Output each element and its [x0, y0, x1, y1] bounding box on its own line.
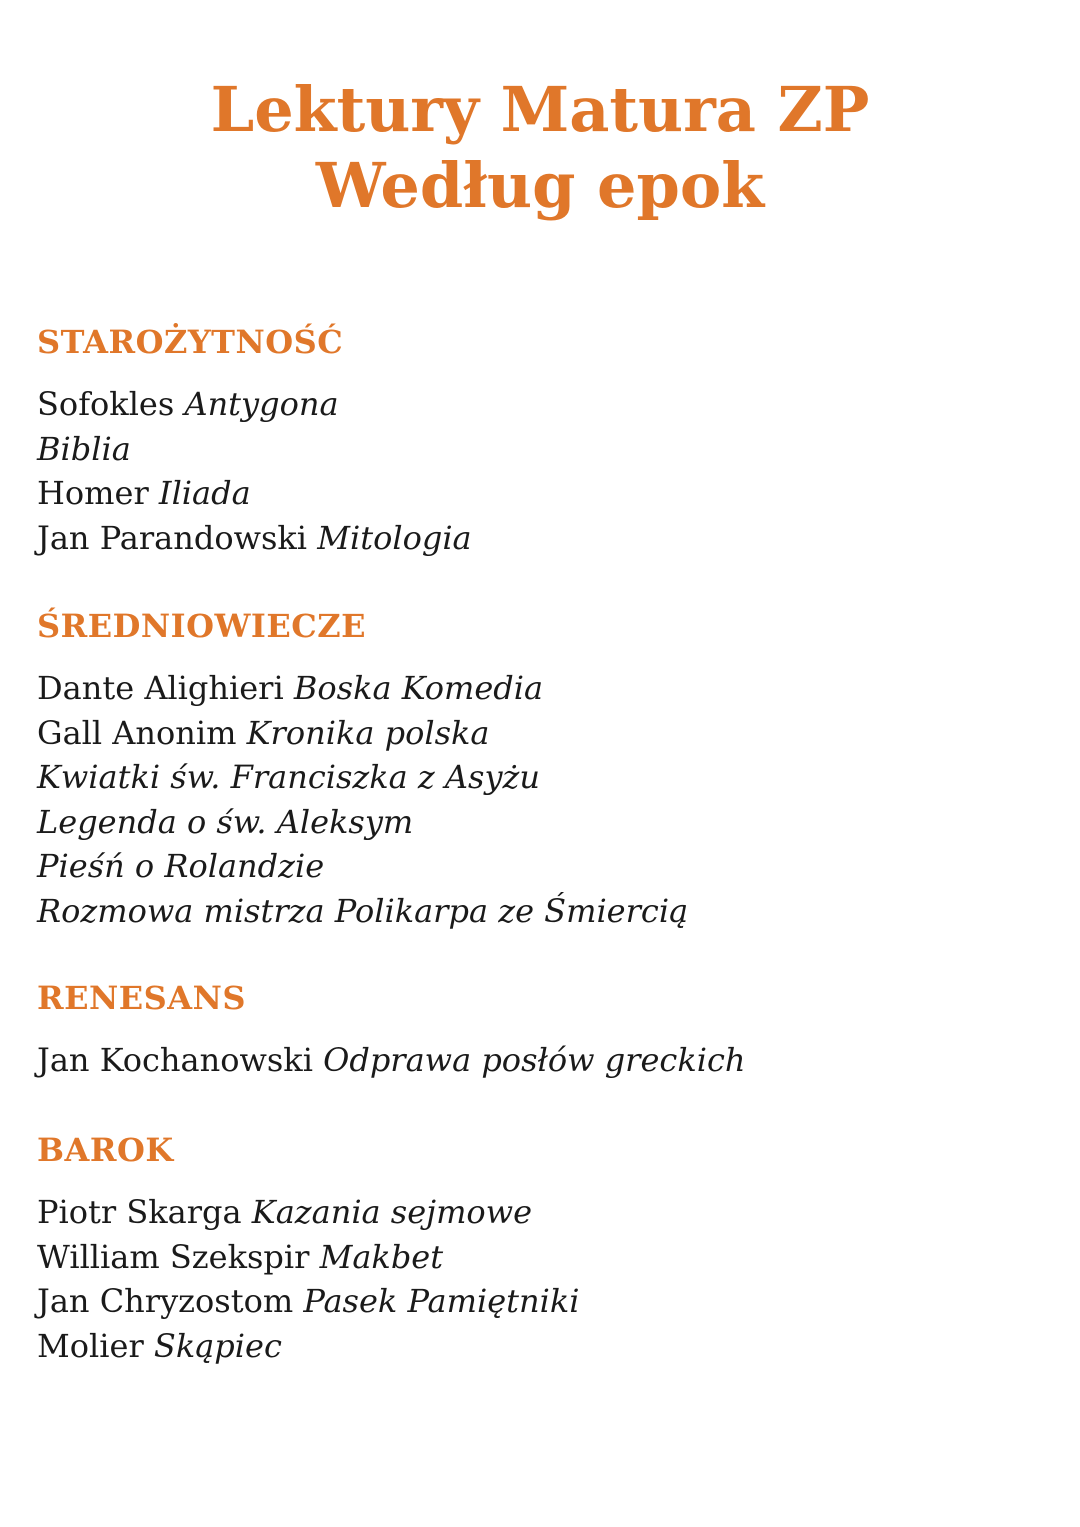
reading-title: Odprawa posłów greckich [323, 1041, 746, 1079]
reading-entry [37, 1279, 579, 1324]
reading-author: Molier [37, 1326, 144, 1365]
reading-title: Kwiatki św. Franciszka z Asyżu [37, 758, 540, 796]
reading-entry [37, 516, 472, 561]
reading-title: Skąpiec [153, 1326, 282, 1365]
reading-entry [37, 1038, 745, 1083]
reading-title: Legenda o św. Aleksym [37, 802, 414, 841]
reading-author: Gall Anonim [37, 713, 237, 752]
reading-author: Sofokles [37, 385, 175, 423]
epoch-section [37, 978, 745, 1083]
page-title-line-2: Według epok [315, 149, 765, 222]
page-title [0, 72, 1080, 224]
reading-author: Piotr Skarga [37, 1193, 242, 1231]
epoch-section [37, 606, 688, 933]
reading-author: Jan Chryzostom [37, 1282, 294, 1320]
reading-title: Kazania sejmowe [251, 1193, 533, 1231]
reading-title: Kronika polska [246, 713, 490, 752]
reading-entry [37, 711, 688, 756]
reading-author: William Szekspir [37, 1237, 310, 1276]
reading-entry [37, 382, 472, 427]
reading-title: Pasek Pamiętniki [303, 1282, 580, 1320]
reading-entry [37, 666, 688, 711]
reading-entry [37, 755, 688, 800]
epoch-section [37, 322, 472, 560]
reading-title: Rozmowa mistrza Polikarpa ze Śmiercią [37, 891, 689, 930]
reading-entry [37, 800, 688, 845]
reading-title: Biblia [37, 429, 131, 468]
epoch-heading: STAROŻYTNOŚĆ [37, 323, 344, 361]
reading-author: Jan Parandowski [37, 518, 308, 557]
reading-title: Antygona [184, 385, 339, 423]
reading-entry [37, 1190, 579, 1235]
reading-entry [37, 844, 688, 889]
page-title-line-1: Lektury Matura ZP [210, 73, 870, 146]
reading-entry [37, 427, 472, 472]
reading-title: Mitologia [317, 518, 472, 557]
reading-entry [37, 1235, 579, 1280]
reading-title: Iliada [158, 474, 251, 512]
epoch-heading: BAROK [37, 1131, 174, 1169]
epoch-section [37, 1130, 579, 1368]
reading-entry [37, 1324, 579, 1369]
epoch-heading: RENESANS [37, 979, 246, 1017]
reading-title: Pieśń o Rolandzie [37, 847, 325, 885]
reading-title: Boska Komedia [293, 669, 544, 707]
reading-author: Dante Alighieri [37, 669, 284, 707]
reading-entry [37, 889, 688, 934]
reading-entry [37, 471, 472, 516]
reading-author: Jan Kochanowski [37, 1041, 313, 1079]
reading-author: Homer [37, 474, 149, 512]
reading-title: Makbet [319, 1237, 444, 1276]
epoch-heading: ŚREDNIOWIECZE [37, 607, 366, 645]
